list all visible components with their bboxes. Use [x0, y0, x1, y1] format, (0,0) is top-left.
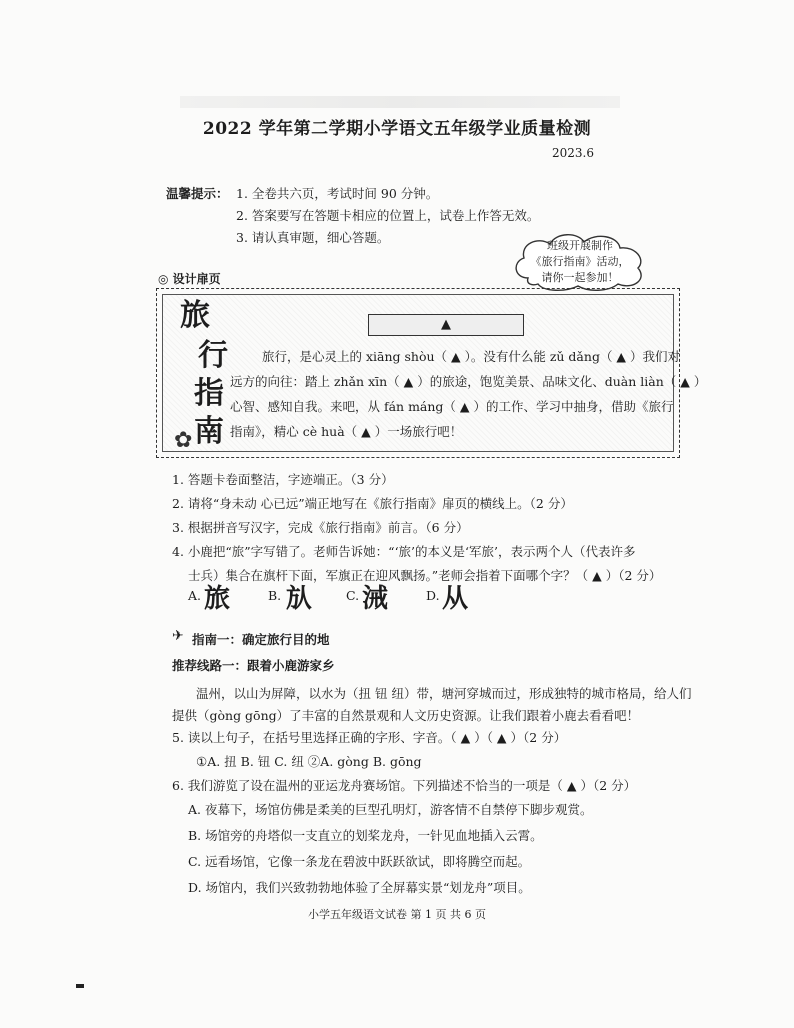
- cloud-line: 班级开展制作: [547, 239, 613, 252]
- ancient-glyph-option: 从: [442, 584, 469, 614]
- route-heading: 推荐线路一：跟着小鹿游家乡: [172, 658, 335, 673]
- cloud-text: [522, 238, 638, 286]
- ancient-glyph-option: 㫃: [286, 584, 313, 614]
- question-6: 6. 我们游览了设在温州的亚运龙舟赛场馆。下列描述不恰当的一项是（ ▲ ）（2 分）: [172, 778, 637, 793]
- choice-d: D. 场馆内，我们兴致勃勃地体验了全屏幕实景“划龙舟”项目。: [188, 880, 531, 895]
- faint-bleed-through: [180, 96, 620, 108]
- question-1: 1. 答题卡卷面整洁，字迹端正。（3 分）: [172, 472, 394, 487]
- cloud-line: 请你一起参加！: [541, 271, 619, 284]
- intro-line: 旅行，是心灵上的 xiāng shòu（ ▲ ）。没有什么能 zǔ dǎng（ ▲ ）我们对: [262, 349, 681, 364]
- option-letter: C.: [346, 588, 360, 603]
- option-letter: B.: [268, 588, 282, 603]
- intro-line: 远方的向往：踏上 zhǎn xīn（ ▲ ）的旅途，饱览美景、品味文化、duàn liàn（ ▲ ）: [230, 374, 707, 389]
- passage-line: 提供（gòng gōng）了丰富的自然景观和人文历史资源。让我们跟着小鹿去看看吧！: [172, 708, 640, 723]
- guide-heading: 指南一：确定旅行目的地: [192, 632, 330, 647]
- choice-a: A. 夜幕下，场馆仿佛是柔美的巨型孔明灯，游客情不自禁停下脚步观赏。: [188, 802, 593, 817]
- question-4: 4. 小鹿把“旅”字写错了。老师告诉她：“‘旅’的本义是‘军旅’，表示两个人（代表许多: [172, 544, 636, 559]
- ancient-glyph-option: 㳦: [362, 584, 389, 614]
- option-letter: A.: [188, 588, 202, 603]
- option-letter: D.: [426, 588, 440, 603]
- intro-line: 心智、感知自我。来吧，从 fán máng（ ▲ ）的工作、学习中抽身，借助《旅行: [230, 399, 674, 414]
- section-label: ◎ 设计扉页: [158, 272, 221, 286]
- question-2: 2. 请将“身未动 心已远”端正地写在《旅行指南》扉页的横线上。（2 分）: [172, 496, 573, 511]
- tips-label: 温馨提示：: [166, 186, 229, 201]
- vertical-title-char: 南: [194, 414, 224, 449]
- cloud-line: 《旅行指南》活动，: [530, 255, 630, 268]
- tip-item: 3. 请认真审题，细心答题。: [236, 230, 390, 245]
- question-5-options: ①A. 扭 B. 钮 C. 纽 ②A. gòng B. gōng: [196, 754, 422, 769]
- page-title: 2022 学年第二学期小学语文五年级学业质量检测: [202, 119, 592, 139]
- clover-icon: ✿: [174, 428, 193, 453]
- vertical-title-char: 指: [194, 376, 224, 411]
- choice-b: B. 场馆旁的舟塔似一支直立的划桨龙舟，一针见血地插入云霄。: [188, 828, 543, 843]
- exam-date: 2023.6: [552, 146, 594, 160]
- vertical-title-char: 旅: [180, 298, 210, 333]
- choice-c: C. 远看场馆，它像一条龙在碧波中跃跃欲试，即将腾空而起。: [188, 854, 531, 869]
- passage-line: 温州，以山为屏障，以水为（扭 钮 纽）带，塘河穿城而过，形成独特的城市格局，给人们: [196, 686, 692, 701]
- question-4-cont: 士兵）集合在旗杆下面，军旗正在迎风飘扬。”老师会指着下面哪个字？（ ▲ ）（2 分）: [188, 568, 662, 583]
- scan-mark: [76, 984, 84, 988]
- question-5: 5. 读以上句子，在括号里选择正确的字形、字音。（ ▲ ）（ ▲ ）（2 分）: [172, 730, 567, 745]
- tip-item: 1. 全卷共六页，考试时间 90 分钟。: [236, 186, 439, 201]
- page-footer: 小学五年级语文试卷 第 1 页 共 6 页: [308, 908, 486, 921]
- ancient-glyph-option: 旅: [204, 584, 231, 614]
- tip-item: 2. 答案要写在答题卡相应的位置上，试卷上作答无效。: [236, 208, 540, 223]
- intro-line: 指南》，精心 cè huà（ ▲ ）一场旅行吧！: [230, 424, 463, 439]
- vertical-title-char: 行: [198, 338, 228, 373]
- airplane-icon: ✈: [172, 628, 184, 644]
- title-answer-line: ▲: [368, 314, 524, 336]
- question-3: 3. 根据拼音写汉字，完成《旅行指南》前言。（6 分）: [172, 520, 469, 535]
